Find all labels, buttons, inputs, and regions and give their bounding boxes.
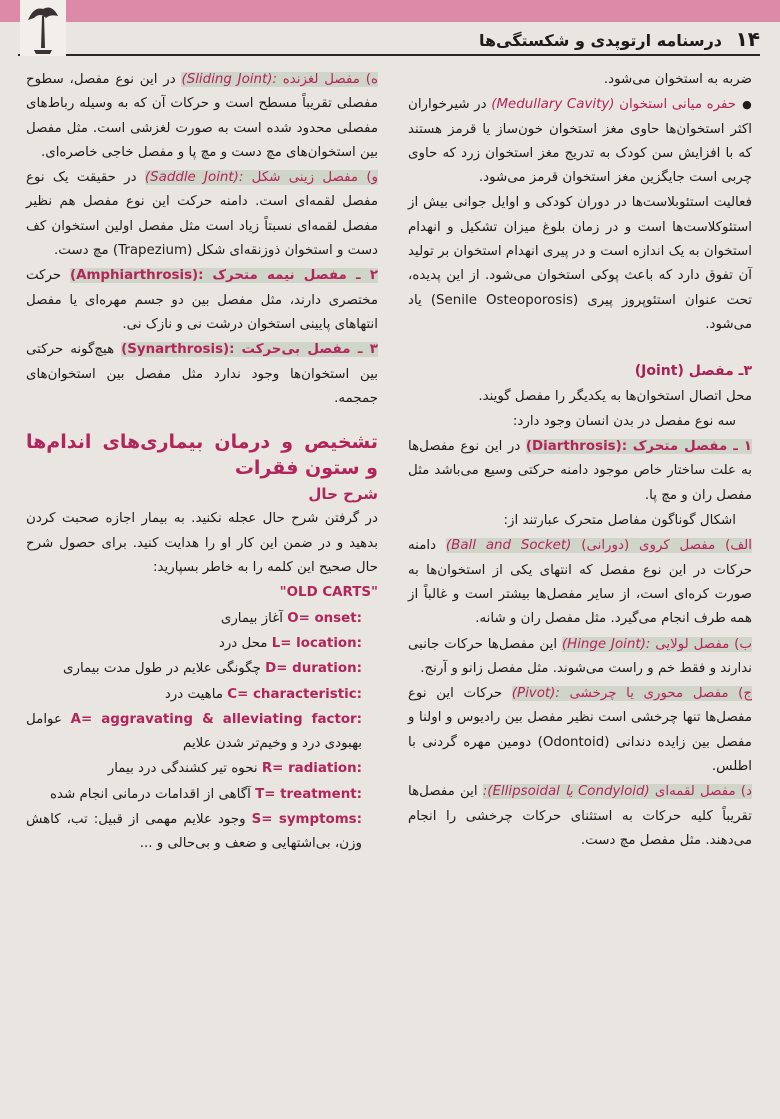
paragraph: سه نوع مفصل در بدن انسان وجود دارد: [512, 413, 736, 429]
mnemonic-key: L= location: [271, 635, 362, 651]
joint-heading [408, 359, 752, 383]
term-label: ۱ ـ مفصل متحرک [632, 439, 752, 455]
term-label: د) مفصل لقمه‌ای [654, 784, 752, 800]
term-english: (Sliding Joint): [181, 72, 277, 87]
left-column [26, 68, 378, 858]
section-heading: تشخیص و درمان بیماری‌های اندام‌ها و ستون فقرات [26, 431, 378, 480]
paragraph: ضربه به استخوان می‌شود. [603, 72, 752, 87]
term-english: (Diarthrosis): [525, 439, 628, 455]
paragraph: محل اتصال استخوان‌ها به یکدیگر را مفصل گویند. [478, 388, 752, 404]
osteo-paragraph [408, 191, 752, 337]
history-heading: شرح حال [308, 485, 378, 504]
paragraph: اشکال گوناگون مفاصل متحرک عبارتند از: [503, 513, 736, 529]
term-english: (Condyloid یا Ellipsoidal): [482, 784, 650, 800]
mnemonic-item [26, 657, 378, 681]
top-color-band [0, 0, 780, 22]
mnemonic-value: آگاهی از اقدامات درمانی انجام شده [49, 786, 251, 802]
paragraph-text: در حقیقت یک نوع مفصل لقمه‌ای است. دامنه حرکت این نوع مفصل هم نظیر مفصل لقمه‌ای نسبتاً زیاد است مثل مفصل اولین استخوان کف دست و استخوان ذوزنقه‌ای شکل (Trapezium) مچ دست. [26, 170, 378, 259]
paragraph-text: این مفصل‌ها تقریباً کلیه حرکات به استثنای حرکات چرخشی را انجام می‌دهند. مثل مفصل مچ دست. [408, 784, 752, 848]
hinge-paragraph [408, 633, 752, 682]
pivot-paragraph [408, 682, 752, 779]
term-highlight [70, 268, 378, 283]
mnemonic-key: O= onset: [287, 610, 362, 626]
term-english: (Medullary Cavity) [491, 97, 615, 113]
mnemonic-item [26, 783, 378, 807]
paragraph-text: حرکات این نوع مفصل‌ها تنها چرخشی است نظیر مفصل بین رادیوس و اولنا و مفصل بین زایده دندانی (Odontoid) دومین مهره گردنی با اطلس. [408, 686, 752, 775]
paragraph-text: در این نوع مفصل، سطوح مفصلی تقریباً مسطح است و حرکات آن که به وسیله رباط‌های مفصلی محدود شده است به صورت لغزشی است. مثل مفصل بین استخوان‌های مچ دست و مچ پا و مفصل خاجی خاصره‌ای. [26, 72, 378, 160]
sliding-paragraph [26, 68, 378, 165]
term-highlight [526, 439, 752, 454]
diarthrosis-paragraph [408, 435, 752, 508]
paragraph-text: یاد می‌شود. [408, 292, 752, 332]
page-number: ۱۴ [735, 27, 760, 51]
mnemonic-item [26, 708, 378, 757]
mnemonic-key: T= treatment: [255, 786, 362, 802]
term-label: و) مفصل زینی شکل [251, 170, 379, 186]
mnemonic-item [26, 757, 378, 781]
term-label: ه) مفصل لغزنده [282, 72, 378, 87]
term-english: (Ball and Socket) [445, 538, 572, 554]
term-label: الف) مفصل کروی (دورانی) [581, 538, 752, 554]
paragraph-text: این مفصل‌ها حرکات جانبی ندارند و فقط خم و راست می‌شوند. مثل مفصل زانو و آرنج. [408, 636, 752, 676]
term-english: (Hinge Joint): [561, 636, 651, 652]
mnemonic-value: محل درد [218, 635, 268, 651]
synarthrosis-paragraph [26, 338, 378, 411]
paragraph-text: هیچ‌گونه حرکتی بین استخوان‌ها وجود ندارد مثل مفصل بین استخوان‌های جمجمه. [26, 342, 378, 406]
mnemonic-key: D= duration: [265, 661, 362, 677]
page-header [18, 22, 760, 56]
term-highlight [145, 170, 378, 185]
term-highlight [121, 342, 378, 357]
mnemonic-item [26, 683, 378, 707]
paragraph-text: حرکت مختصری دارند، مثل مفصل بین دو جسم مهره‌ای یا مفصل انتهاهای پایینی استخوان درشت نی و نازک نی. [26, 268, 378, 332]
mnemonic-key: R= radiation: [261, 761, 362, 777]
term-label: ب) مفصل لولایی [655, 636, 752, 652]
term-english: (Pivot): [511, 686, 560, 702]
mnemonic-value: نحوه تیر کشندگی درد بیمار [107, 761, 258, 777]
history-paragraph: در گرفتن شرح حال عجله نکنید. به بیمار اجازه صحبت کردن بدهید و در ضمن این کار او را هدایت کنید. برای حصول شرح حال صحیح این کلمه را به خاطر بسپارید: [26, 511, 378, 576]
mnemonic-key: A= aggravating & alleviating factor: [70, 711, 362, 727]
mnemonic-value: آغاز بیماری [220, 610, 283, 626]
term-english: (Senile Osteoporosis) [430, 292, 579, 308]
mnemonic-value: ماهیت درد [164, 686, 223, 702]
ball-paragraph [408, 534, 752, 631]
book-title: درسنامه ارتوپدی و شکستگی‌ها [478, 31, 722, 50]
mnemonic-key: S= symptoms: [251, 812, 362, 828]
term-label: ۲ ـ مفصل نیمه متحرک [212, 268, 378, 284]
mnemonic-value: عوامل بهبودی درد و وخیم‌تر شدن علایم [26, 711, 362, 752]
heading-text: ۳ـ مفصل [688, 363, 752, 380]
mnemonic-item [26, 632, 378, 656]
mnemonic-key: C= characteristic: [227, 686, 362, 702]
paragraph-text: دامنه حرکات در این نوع مفصل که انتهای یکی از استخوان‌ها به صورت کره‌ای است، از سایر مفصل‌ها بیشتر است و غالباً از همه طرف انجام می‌گیرد. مثل مفصل ران و شانه. [408, 538, 752, 627]
tree-logo-icon [20, 0, 66, 56]
paragraph-text: در این نوع مفصل‌ها به علت ساختار خاص موجود دامنه حرکتی وسیع می‌باشد مثل مفصل ران و مچ پا. [408, 439, 752, 503]
ellipsoid-paragraph [408, 780, 752, 853]
term-highlight [512, 686, 752, 701]
amphiarthrosis-paragraph [26, 264, 378, 337]
paragraph-text: در شیرخواران اکثر استخوان‌ها حاوی مغز استخوان خون‌ساز یا قرمز هستند که با افزایش سن کودک به تدریج مغز استخوان زرد که حاوی چربی است جایگزین مغز استخوان قرمز می‌شود. [408, 97, 752, 186]
mnemonic-item [26, 808, 378, 857]
term-label: ج) مفصل محوری یا چرخشی [569, 686, 752, 702]
paragraph-text: فعالیت استئوبلاست‌ها در دوران کودکی و اوایل جوانی بیش از استئوکلاست‌ها است و در زمان بلوغ میزان تشکیل و انهدام استخوان به یک اندازه است و در پیری انهدام استخوان بر تولید آن تفوق دارد که باعث پوکی استخوان می‌شود. از این پدیده، تحت عنوان استئوپروز پیری [408, 195, 752, 308]
term-label: حفره میانی استخوان [619, 97, 737, 113]
term-label: ۳ ـ مفصل بی‌حرکت [241, 342, 378, 358]
term-highlight [181, 72, 378, 87]
medullary-paragraph [408, 93, 752, 190]
saddle-paragraph [26, 166, 378, 263]
oldcarts-mnemonic: "OLD CARTS" [279, 585, 378, 601]
term-english: (Synarthrosis): [121, 342, 235, 358]
term-english: (Amphiarthrosis): [70, 268, 204, 284]
mnemonic-item [26, 607, 378, 631]
mnemonic-value: وجود علایم مهمی از قبیل: تب، کاهش وزن، بی‌اشتهایی و ضعف و بی‌حالی و ... [26, 812, 362, 852]
term-highlight [562, 637, 752, 652]
mnemonic-value: چگونگی علایم در طول مدت بیماری [63, 661, 261, 677]
right-column [408, 68, 752, 854]
term-highlight [446, 538, 752, 553]
term-english: (Saddle Joint): [144, 170, 244, 186]
term-highlight [483, 784, 752, 799]
heading-english: (Joint) [634, 363, 684, 380]
